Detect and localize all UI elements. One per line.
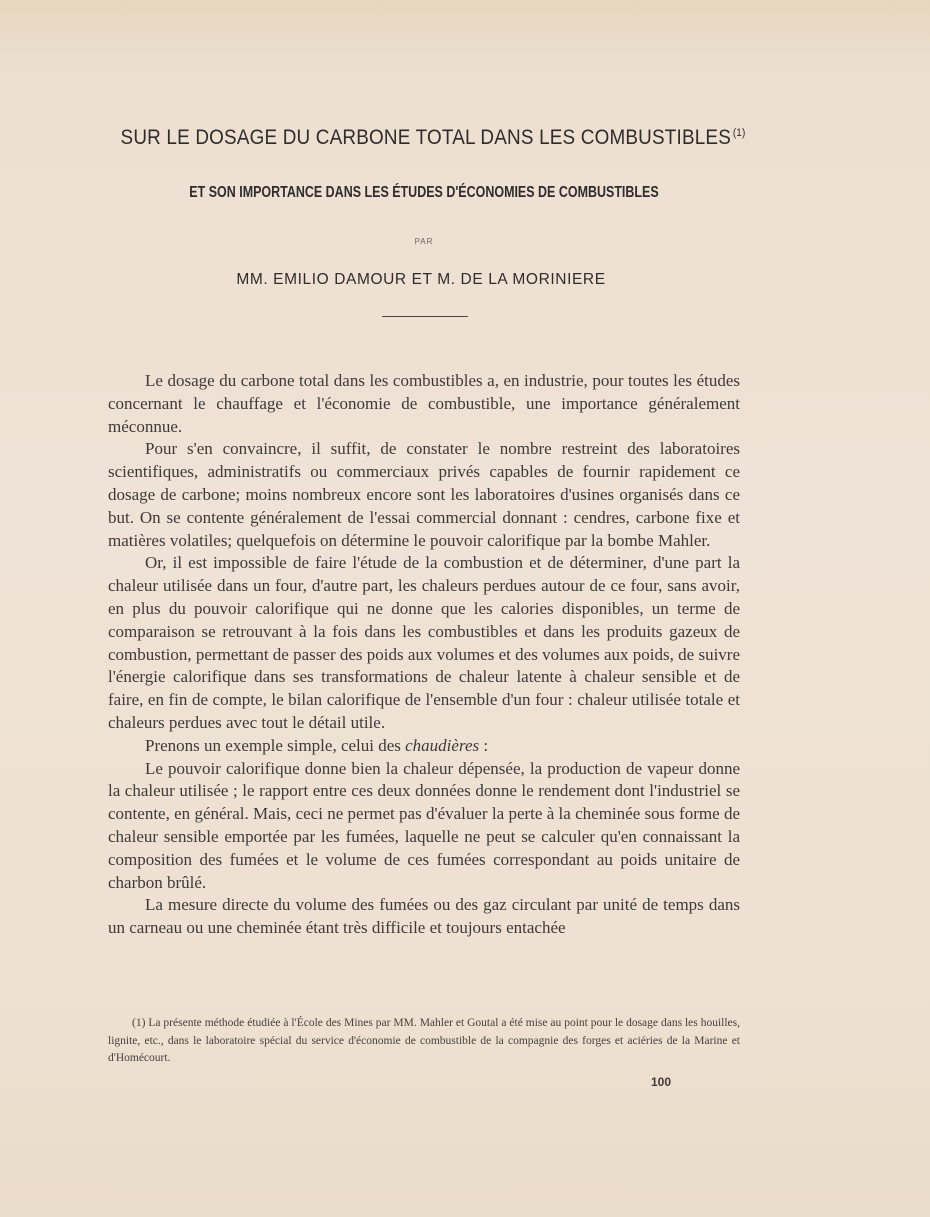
- title-footnote-marker: (1): [732, 127, 746, 139]
- paragraph-5: Le pouvoir calorifique donne bien la chaleur dépensée, la production de vapeur donne la chaleur utilisée ; le rapport entre ces deux données donne le rendement dont l'industriel se contente, en général. Mais, ceci ne permet pas d'évaluer la perte à la cheminée sous forme de chaleur sensible emportée par les fumées, laquelle ne peut se calculer qu'en connaissant la composition des fumées et le volume de ces fumées correspondant au poids unitaire de charbon brûlé.: [108, 758, 740, 892]
- footnote: [108, 1015, 740, 1068]
- paragraph-3: Or, il est impossible de faire l'étude de la combustion et de déterminer, d'une part la chaleur utilisée dans un four, d'autre part, les chaleurs perdues autour de ce four, sans avoir, en plus du pouvoir calorifique qui ne donne que les calories disponibles, un terme de comparaison se retrouvant à la fois dans les combustibles et dans les produits gazeux de combustion, permettant de passer des poids aux volumes et des volumes aux poids, de suivre l'énergie calorifique dans ses transformations de chaleur latente à chaleur sensible et de faire, en fin de compte, le bilan calorifique de l'ensemble d'un four : chaleur utilisée totale et chaleurs perdues avec tout le détail utile.: [108, 553, 740, 732]
- paragraph-1: Le dosage du carbone total dans les combustibles a, en industrie, pour toutes les études concernant le chauffage et l'économie de combustible, une importance généralement méconnue.: [108, 371, 740, 436]
- paragraph-4-end: :: [479, 735, 489, 755]
- page-number: 100: [651, 1075, 672, 1089]
- article-subtitle: ET SON IMPORTANCE DANS LES ÉTUDES D'ÉCONOMIES DE COMBUSTIBLES: [189, 184, 659, 201]
- title-separator-rule: [382, 316, 468, 317]
- paragraph-4: [108, 735, 740, 758]
- paragraph-6: La mesure directe du volume des fumées ou des gaz circulant par unité de temps dans un carneau ou une cheminée étant très difficile et toujours entachée: [108, 895, 740, 938]
- par-label: PAR: [414, 237, 434, 246]
- paragraph-4-start: Prenons un exemple simple, celui des: [145, 735, 406, 755]
- paragraph-4-emphasis: chaudières: [405, 735, 480, 755]
- paragraph-2: Pour s'en convaincre, il suffit, de constater le nombre restreint des laboratoires scientifiques, administratifs ou commerciaux privés capables de fournir rapidement ce dosage de carbone; moins nombreux encore sont les laboratoires d'usines organisés dans ce but. On se contente généralement de l'essai commercial donnant : cendres, carbone fixe et matières volatiles; quelquefois on détermine le pouvoir calorifique par la bombe Mahler.: [108, 439, 740, 550]
- authors: MM. EMILIO DAMOUR ET M. DE LA MORINIERE: [236, 271, 606, 288]
- article-title: [43, 126, 822, 150]
- body-text: [108, 370, 740, 940]
- article-title-text: SUR LE DOSAGE DU CARBONE TOTAL DANS LES COMBUSTIBLES: [120, 126, 732, 149]
- footnote-text: (1) La présente méthode étudiée à l'École des Mines par MM. Mahler et Goutal a été mise au point pour le dosage dans les houilles, lignite, etc., dans le laboratoire spécial du service d'économie de combustible de la compagnie des forges et aciéries de la Marine et d'Homécourt.: [108, 1017, 740, 1064]
